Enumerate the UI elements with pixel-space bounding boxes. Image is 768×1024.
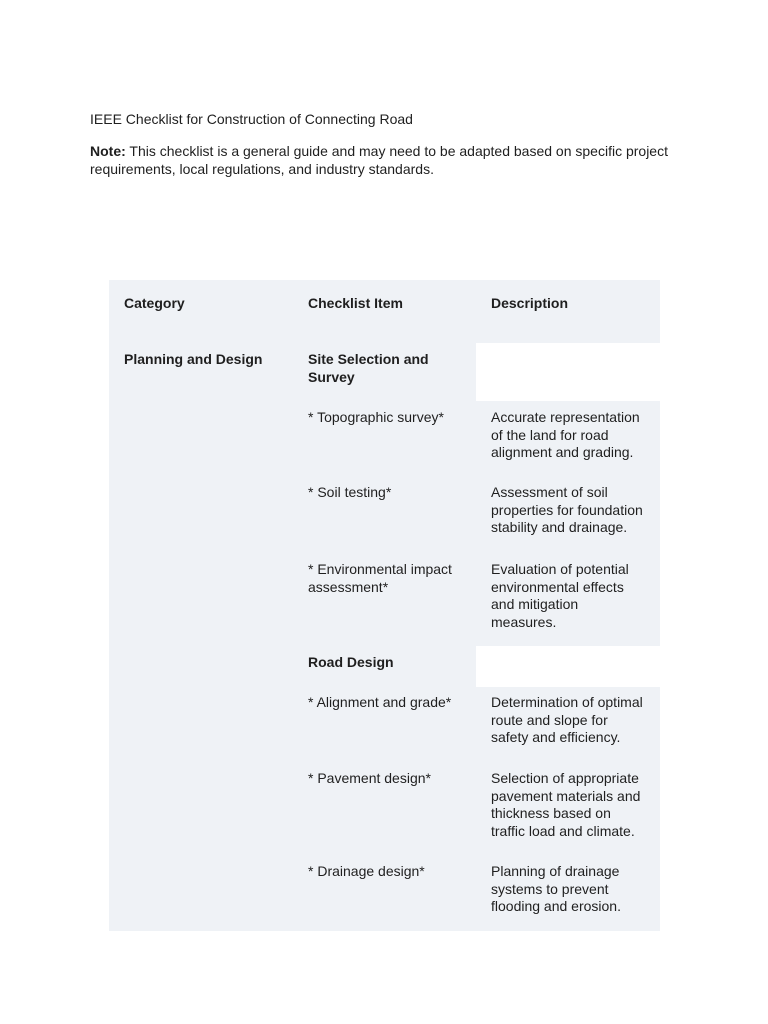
section-heading: Road Design bbox=[308, 654, 394, 670]
category-planning-and-design: Planning and Design bbox=[124, 351, 263, 367]
item-description: Evaluation of potential environmental effects and mitigation measures. bbox=[491, 561, 629, 630]
item-description: Accurate representation of the land for road alignment and grading. bbox=[491, 409, 640, 460]
checklist-item: * Topographic survey* bbox=[308, 409, 444, 425]
item-description: Assessment of soil properties for foundation stability and drainage. bbox=[491, 484, 643, 535]
note-label: Note: bbox=[90, 143, 126, 159]
item-description: Determination of optimal route and slope for safety and efficiency. bbox=[491, 694, 643, 745]
item-description: Selection of appropriate pavement materials and thickness based on traffic load and climate. bbox=[491, 770, 641, 839]
checklist-table bbox=[109, 280, 660, 931]
note-paragraph bbox=[90, 143, 680, 178]
item-description: Planning of drainage systems to prevent flooding and erosion. bbox=[491, 863, 621, 914]
empty-description-cell bbox=[476, 343, 660, 401]
checklist-item: * Soil testing* bbox=[308, 484, 392, 500]
checklist-item: * Pavement design* bbox=[308, 770, 431, 786]
header-checklist-item: Checklist Item bbox=[308, 295, 403, 311]
empty-description-cell bbox=[476, 646, 660, 687]
section-heading: Site Selection and Survey bbox=[308, 351, 429, 385]
document-title: IEEE Checklist for Construction of Connecting Road bbox=[90, 111, 413, 127]
note-text: This checklist is a general guide and may need to be adapted based on specific project requirements, local regulations, and industry standards. bbox=[90, 143, 668, 177]
header-description: Description bbox=[491, 295, 569, 311]
checklist-item: * Alignment and grade* bbox=[308, 694, 452, 710]
checklist-item: * Environmental impact assessment* bbox=[308, 561, 452, 595]
checklist-item: * Drainage design* bbox=[308, 863, 425, 879]
header-category: Category bbox=[124, 295, 185, 311]
